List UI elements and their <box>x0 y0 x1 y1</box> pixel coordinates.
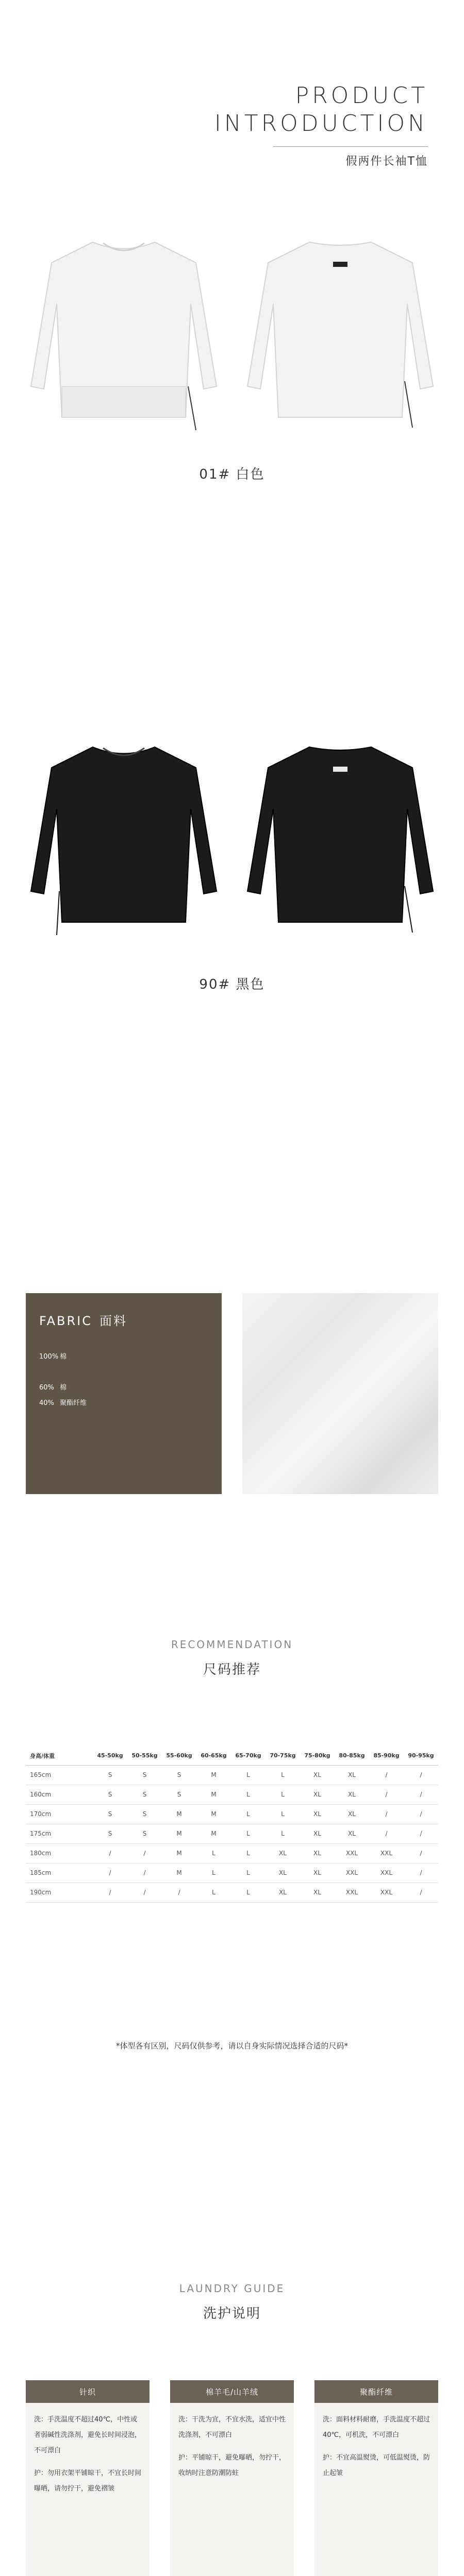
size-table-cell: M <box>196 1804 231 1824</box>
size-table-cell: / <box>404 1804 438 1824</box>
size-table-cell: M <box>162 1863 196 1883</box>
size-table-cell: XXL <box>335 1843 369 1863</box>
size-table-cell: L <box>231 1843 266 1863</box>
size-table-cell: M <box>162 1804 196 1824</box>
size-table-header: 70-75kg <box>266 1747 300 1765</box>
black-shirt-back-image <box>242 737 438 948</box>
size-table-header: 75-80kg <box>300 1747 335 1765</box>
size-table-height-cell: 180cm <box>26 1843 93 1863</box>
size-table-cell: / <box>404 1765 438 1785</box>
size-table-cell: / <box>127 1863 162 1883</box>
size-table-cell: XL <box>266 1883 300 1902</box>
fabric-swatch-image <box>242 1293 438 1494</box>
size-table-cell: L <box>231 1824 266 1843</box>
size-table-row <box>26 1765 438 1785</box>
size-table-cell: L <box>231 1804 266 1824</box>
size-table-cell: XL <box>300 1883 335 1902</box>
size-table-cell: XL <box>300 1824 335 1843</box>
laundry-card-text: 护：平铺晾干，避免曝晒，勿拧干，收纳时注意防潮防蛀 <box>178 2454 286 2477</box>
size-table-cell: / <box>369 1765 404 1785</box>
size-table-cell: / <box>404 1883 438 1902</box>
size-table-cell: S <box>127 1824 162 1843</box>
size-table-header: 65-70kg <box>231 1747 266 1765</box>
fabric-composition-list <box>39 1349 208 1411</box>
size-table-cell: / <box>162 1883 196 1902</box>
size-table-cell: / <box>93 1883 127 1902</box>
size-table-height-cell: 190cm <box>26 1883 93 1902</box>
size-table-cell: M <box>162 1843 196 1863</box>
size-table-row <box>26 1863 438 1883</box>
size-table-header-row <box>26 1747 438 1765</box>
laundry-card-title: 棉羊毛/山羊绒 <box>170 2380 294 2403</box>
fabric-composition-item: 40% 聚酯纤维 <box>39 1399 87 1407</box>
size-table-cell: S <box>93 1804 127 1824</box>
size-table-cell: M <box>162 1824 196 1843</box>
white-color-caption: 01# 白色 <box>199 467 265 482</box>
size-table-cell: / <box>404 1843 438 1863</box>
size-table-cell: / <box>404 1824 438 1843</box>
size-table-cell: L <box>231 1883 266 1902</box>
fabric-title-en: FABRIC <box>39 1314 92 1328</box>
size-table-cell: S <box>127 1804 162 1824</box>
fabric-composition-item: 60% 棉 <box>39 1384 67 1392</box>
white-shirt-front-image <box>26 232 222 443</box>
size-note: *体型各有区别，尺码仅供参考，请以自身实际情况选择合适的尺码* <box>115 2041 348 2050</box>
laundry-card-text: 洗：面料材料耐磨，手洗温度不超过40℃，可机洗，不可漂白 <box>323 2416 430 2439</box>
size-table-cell: M <box>196 1785 231 1804</box>
laundry-title-en: LAUNDRY GUIDE <box>179 2282 285 2295</box>
laundry-card-title: 针织 <box>26 2380 150 2403</box>
size-table-cell: XL <box>266 1863 300 1883</box>
size-table-cell: S <box>93 1824 127 1843</box>
size-table-cell: L <box>266 1765 300 1785</box>
size-table-cell: / <box>93 1863 127 1883</box>
size-table-cell: XL <box>300 1785 335 1804</box>
size-table-cell: L <box>266 1785 300 1804</box>
size-table-header: 80-85kg <box>335 1747 369 1765</box>
size-table-cell: S <box>127 1765 162 1785</box>
size-table-header: 85-90kg <box>369 1747 404 1765</box>
laundry-title-cn: 洗护说明 <box>203 2306 261 2321</box>
laundry-card-text: 护：勿用衣架平铺晾干，不宜长时间曝晒，请勿拧干，避免褶皱 <box>34 2469 142 2493</box>
size-table <box>26 1747 438 1903</box>
size-table-cell: / <box>127 1843 162 1863</box>
size-table-cell: L <box>266 1824 300 1843</box>
size-table-cell: L <box>231 1765 266 1785</box>
size-table-cell: M <box>196 1765 231 1785</box>
size-table-cell: / <box>93 1843 127 1863</box>
size-table-row <box>26 1843 438 1863</box>
size-table-cell: / <box>127 1883 162 1902</box>
black-shirt-front-image <box>26 737 222 948</box>
size-table-height-cell: 185cm <box>26 1863 93 1883</box>
size-table-cell: XXL <box>335 1883 369 1902</box>
size-table-header: 身高/体重 <box>26 1747 93 1765</box>
size-table-cell: XL <box>335 1804 369 1824</box>
size-table-header: 45-50kg <box>93 1747 127 1765</box>
size-table-cell: S <box>162 1765 196 1785</box>
size-table-cell: M <box>196 1824 231 1843</box>
laundry-card <box>170 2380 294 2576</box>
laundry-card-body <box>314 2403 438 2576</box>
size-table-cell: XXL <box>369 1843 404 1863</box>
laundry-card <box>314 2380 438 2576</box>
size-table-cell: XL <box>300 1765 335 1785</box>
size-table-header: 55-60kg <box>162 1747 196 1765</box>
header-divider <box>273 146 428 147</box>
laundry-card-body <box>170 2403 294 2576</box>
laundry-card-text: 护：不宜高温熨烫，可低温熨烫，防止起皱 <box>323 2454 430 2477</box>
size-table-cell: XL <box>335 1785 369 1804</box>
fabric-composition-item <box>39 1365 208 1380</box>
laundry-card-body <box>26 2403 150 2576</box>
fabric-title-cn: 面料 <box>100 1314 127 1328</box>
size-table-header: 60-65kg <box>196 1747 231 1765</box>
size-table-cell: S <box>93 1785 127 1804</box>
size-table-height-cell: 165cm <box>26 1765 93 1785</box>
size-table-cell: XXL <box>369 1863 404 1883</box>
size-table-height-cell: 160cm <box>26 1785 93 1804</box>
recommendation-title-en: RECOMMENDATION <box>171 1638 293 1651</box>
laundry-card <box>26 2380 150 2576</box>
size-table-cell: XL <box>335 1765 369 1785</box>
size-table-cell: L <box>196 1863 231 1883</box>
size-table-cell: / <box>369 1785 404 1804</box>
size-table-height-cell: 175cm <box>26 1824 93 1843</box>
fabric-card <box>26 1293 222 1494</box>
laundry-card-text: 洗：干洗为宜，不宜水洗，适宜中性洗涤剂，不可漂白 <box>178 2416 286 2439</box>
size-table-cell: / <box>404 1785 438 1804</box>
size-table-cell: XL <box>300 1843 335 1863</box>
header-title-line1: PRODUCT <box>295 82 428 109</box>
size-table-row <box>26 1785 438 1804</box>
size-table-height-cell: 170cm <box>26 1804 93 1824</box>
size-table-cell: XXL <box>369 1883 404 1902</box>
size-table-cell: S <box>162 1785 196 1804</box>
size-table-cell: XL <box>335 1824 369 1843</box>
size-table-cell: L <box>231 1785 266 1804</box>
recommendation-title-cn: 尺码推荐 <box>203 1662 261 1677</box>
size-table-cell: / <box>404 1863 438 1883</box>
size-table-header: 50-55kg <box>127 1747 162 1765</box>
size-table-cell: XL <box>300 1863 335 1883</box>
size-table-cell: S <box>93 1765 127 1785</box>
white-shirt-back-image <box>242 232 438 443</box>
laundry-card-text: 洗：手洗温度不超过40℃，中性或者弱碱性洗涤剂，避免长时间浸泡，不可漂白 <box>34 2416 142 2454</box>
fabric-title <box>39 1311 208 1329</box>
size-table-cell: XXL <box>335 1863 369 1883</box>
size-table-row <box>26 1804 438 1824</box>
size-table-row <box>26 1824 438 1843</box>
size-table-row <box>26 1883 438 1902</box>
size-table-cell: L <box>266 1804 300 1824</box>
size-table-cell: XL <box>300 1804 335 1824</box>
size-table-cell: L <box>196 1883 231 1902</box>
size-table-cell: L <box>231 1863 266 1883</box>
size-table-cell: S <box>127 1785 162 1804</box>
size-table-cell: / <box>369 1804 404 1824</box>
size-table-cell: XL <box>266 1843 300 1863</box>
fabric-composition-item: 100% 棉 <box>39 1353 67 1361</box>
header-title-line2: INTRODUCTION <box>214 110 428 137</box>
size-table-header: 90-95kg <box>404 1747 438 1765</box>
black-color-caption: 90# 黑色 <box>199 977 265 992</box>
size-table-cell: / <box>369 1824 404 1843</box>
size-table-cell: L <box>196 1843 231 1863</box>
laundry-card-title: 聚酯纤维 <box>314 2380 438 2403</box>
header-subtitle: 假两件长袖T恤 <box>345 155 428 168</box>
